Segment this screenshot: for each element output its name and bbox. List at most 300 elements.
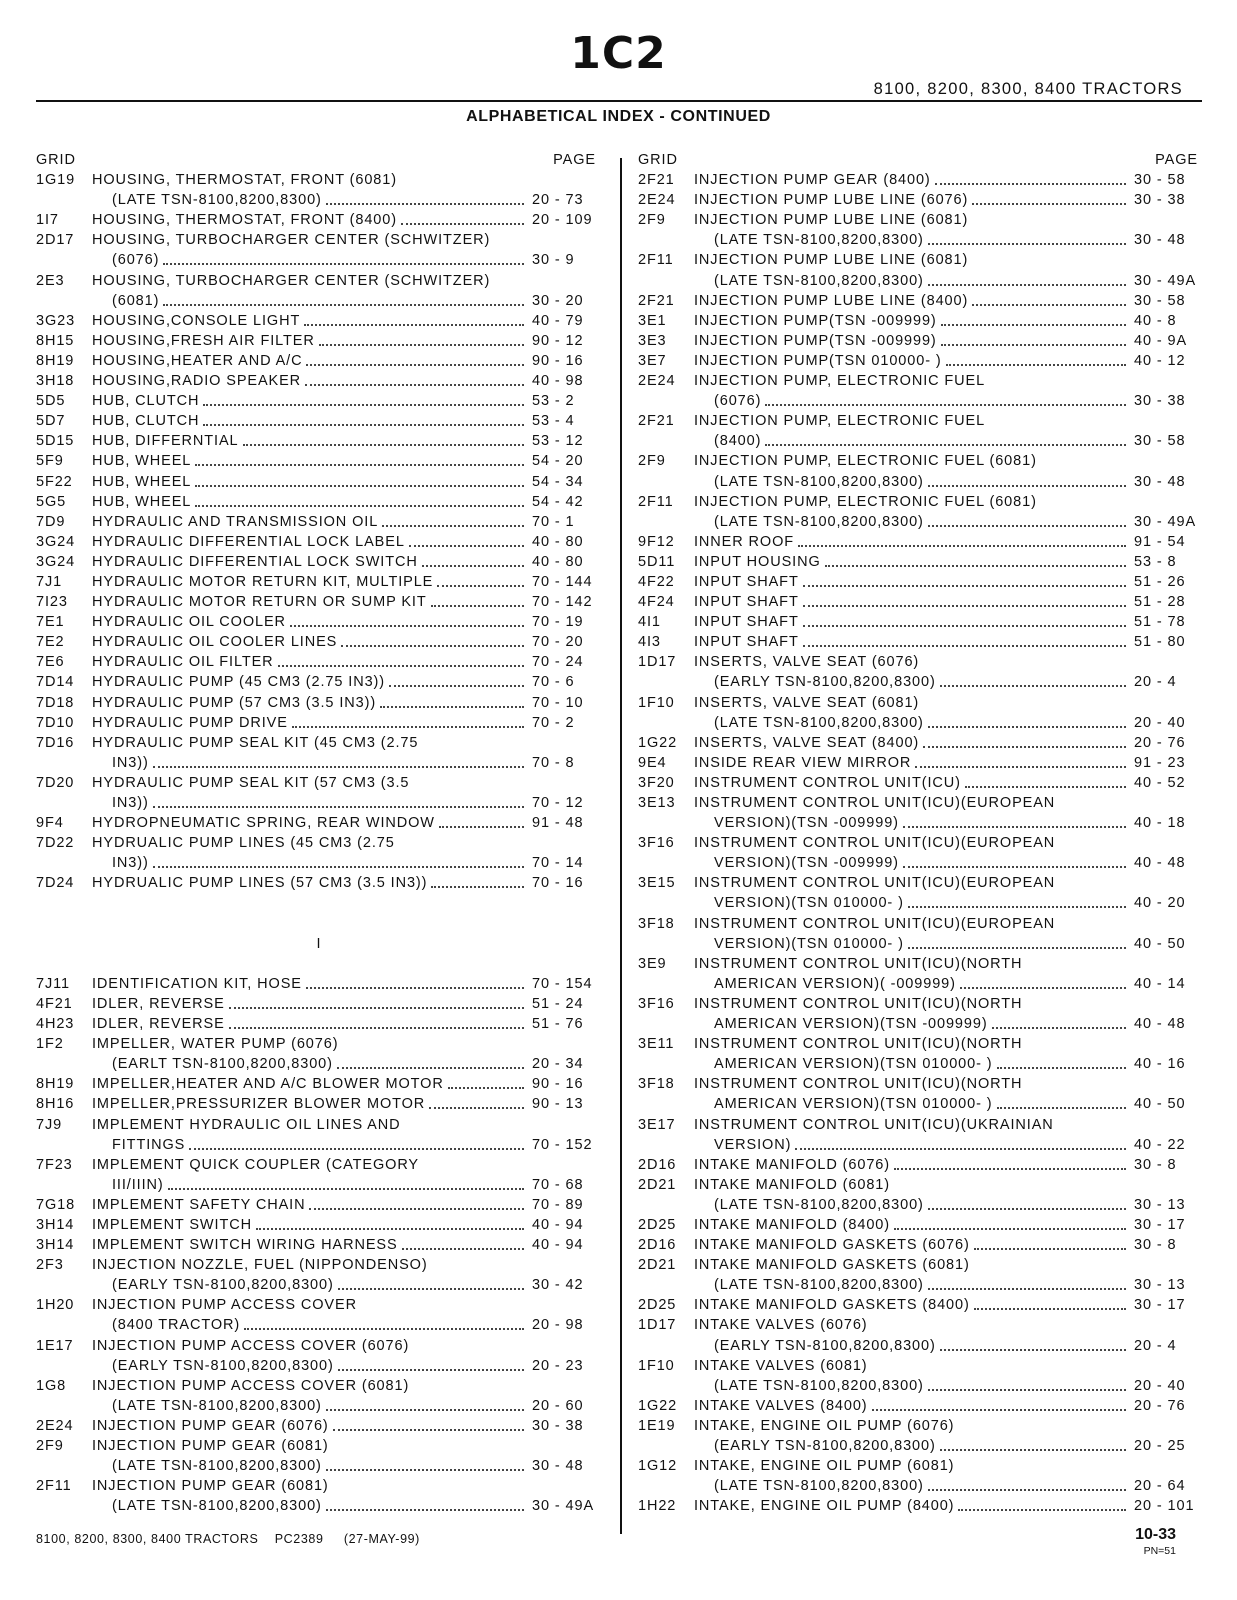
header-tractor-models: 8100, 8200, 8300, 8400 TRACTORS	[873, 80, 1183, 98]
entry-text: IN3))	[112, 855, 149, 872]
grid-ref: 1E17	[36, 1337, 74, 1354]
dot-leader	[928, 284, 1126, 286]
page-code: 1C2	[570, 28, 667, 79]
grid-ref: 2F11	[638, 252, 674, 269]
dot-leader	[402, 1248, 524, 1250]
dot-leader	[960, 987, 1126, 989]
index-entry	[638, 773, 1204, 793]
index-entry-continuation	[638, 1195, 1204, 1215]
grid-ref: 3E17	[638, 1116, 676, 1133]
index-entry	[638, 1255, 1204, 1275]
index-entry	[36, 994, 602, 1014]
index-entry	[36, 1476, 602, 1496]
entry-text: HYDRAULIC PUMP DRIVE	[92, 714, 288, 731]
page-ref: 40 - 16	[1134, 1056, 1186, 1073]
grid-ref: 3H14	[36, 1216, 75, 1233]
grid-ref: 1F2	[36, 1036, 64, 1053]
grid-ref: 3E7	[638, 352, 667, 369]
grid-ref: 7J9	[36, 1116, 63, 1133]
index-entry	[36, 693, 602, 713]
dot-leader	[940, 1449, 1126, 1451]
dot-leader	[243, 444, 524, 446]
grid-ref: 3G24	[36, 533, 76, 550]
page-ref: 40 - 50	[1134, 1096, 1186, 1113]
dot-leader	[163, 304, 524, 306]
index-entry	[36, 271, 602, 291]
grid-ref: 1D17	[638, 1317, 677, 1334]
grid-ref: 2F21	[638, 292, 675, 309]
grid-ref: 3F18	[638, 1076, 675, 1093]
index-entry	[638, 190, 1204, 210]
dot-leader	[326, 1409, 524, 1411]
entry-text: INTAKE, ENGINE OIL PUMP (6081)	[694, 1458, 955, 1475]
dot-leader	[972, 304, 1126, 306]
entry-text: (LATE TSN-8100,8200,8300)	[112, 1498, 322, 1515]
entry-text: INSTRUMENT CONTROL UNIT(ICU)(EUROPEAN	[694, 915, 1056, 932]
page-ref: 30 - 48	[1134, 473, 1186, 490]
page-ref: 90 - 12	[532, 332, 584, 349]
grid-ref: 3F20	[638, 774, 675, 791]
entry-text: (LATE TSN-8100,8200,8300)	[714, 473, 924, 490]
page-ref: 40 - 12	[1134, 352, 1186, 369]
grid-ref: 2F3	[36, 1257, 64, 1274]
index-entry-continuation	[36, 1496, 602, 1516]
grid-ref: 7D22	[36, 835, 75, 852]
page-ref: 30 - 9	[532, 252, 575, 269]
dot-leader	[928, 726, 1126, 728]
entry-text: INPUT SHAFT	[694, 634, 799, 651]
page-ref: 40 - 98	[532, 373, 584, 390]
grid-ref: 5D5	[36, 393, 66, 410]
index-entry-continuation	[36, 1275, 602, 1295]
page-ref: 30 - 13	[1134, 1277, 1186, 1294]
entry-text: (LATE TSN-8100,8200,8300)	[714, 232, 924, 249]
index-entry	[36, 773, 602, 793]
dot-leader	[765, 404, 1126, 406]
page-ref: 70 - 1	[532, 513, 575, 530]
dot-leader	[915, 766, 1126, 768]
entry-text: HYDRAULIC PUMP (45 CM3 (2.75 IN3))	[92, 674, 386, 691]
page-ref: 30 - 8	[1134, 1156, 1177, 1173]
index-entry	[36, 833, 602, 853]
dot-leader	[319, 344, 524, 346]
grid-ref: 3E15	[638, 875, 676, 892]
index-entry-continuation	[638, 472, 1204, 492]
dot-leader	[338, 1369, 524, 1371]
grid-ref: 1I7	[36, 212, 59, 229]
page-ref: 51 - 80	[1134, 634, 1186, 651]
entry-text: INTAKE VALVES (6076)	[694, 1317, 868, 1334]
dot-leader	[803, 585, 1126, 587]
grid-ref: 7E6	[36, 654, 65, 671]
page-ref: 51 - 26	[1134, 573, 1186, 590]
entry-text: INJECTION PUMP GEAR (6081)	[92, 1438, 329, 1454]
index-entry-continuation	[638, 713, 1204, 733]
page-ref: 20 - 98	[532, 1317, 584, 1334]
index-entry	[36, 1235, 602, 1255]
index-entry	[36, 1034, 602, 1054]
page-ref: 40 - 52	[1134, 774, 1186, 791]
index-entry	[638, 572, 1204, 592]
entry-text: INSTRUMENT CONTROL UNIT(ICU)(NORTH	[694, 995, 1023, 1012]
index-entry	[638, 1215, 1204, 1235]
dot-leader	[203, 424, 524, 426]
index-entry	[36, 351, 602, 371]
dot-leader	[229, 1027, 524, 1029]
entry-text: HYDRAULIC PUMP SEAL KIT (45 CM3 (2.75	[92, 734, 419, 751]
page-ref: 51 - 76	[532, 1016, 584, 1033]
entry-text: (EARLT TSN-8100,8200,8300)	[112, 1056, 333, 1073]
entry-text: INSTRUMENT CONTROL UNIT(ICU)(EUROPEAN	[694, 835, 1056, 852]
entry-text: INTAKE VALVES (6081)	[694, 1357, 868, 1374]
grid-ref: 7D14	[36, 674, 75, 691]
entry-text: INPUT SHAFT	[694, 614, 799, 631]
dot-leader	[189, 1148, 524, 1150]
page-ref: 70 - 6	[532, 674, 575, 691]
grid-ref: 3F18	[638, 915, 675, 932]
entry-text: INSTRUMENT CONTROL UNIT(ICU)(NORTH	[694, 1076, 1023, 1093]
grid-ref: 3F16	[638, 995, 675, 1012]
dot-leader	[431, 886, 524, 888]
page-ref: 70 - 89	[532, 1196, 584, 1213]
entry-text: INSTRUMENT CONTROL UNIT(ICU)(NORTH	[694, 955, 1023, 972]
page-ref: 30 - 38	[1134, 393, 1186, 410]
left-column	[36, 150, 602, 1516]
index-entry	[638, 612, 1204, 632]
entry-text: INTAKE MANIFOLD GASKETS (6076)	[694, 1237, 970, 1254]
index-entry	[638, 1034, 1204, 1054]
entry-text: IMPLEMENT HYDRAULIC OIL LINES AND	[92, 1116, 401, 1133]
grid-ref: 1E19	[638, 1417, 676, 1434]
page-ref: 20 - 76	[1134, 734, 1186, 751]
dot-leader	[941, 344, 1126, 346]
entry-text: (8400 TRACTOR)	[112, 1317, 241, 1334]
entry-text: HOUSING,FRESH AIR FILTER	[92, 332, 315, 349]
dot-leader	[448, 1087, 524, 1089]
index-entry	[36, 391, 602, 411]
entry-text: INJECTION PUMP GEAR (6076)	[92, 1417, 329, 1434]
page-ref: 70 - 142	[532, 594, 593, 611]
entry-text: INJECTION PUMP LUBE LINE (6076)	[694, 192, 969, 209]
page-ref: 20 - 76	[1134, 1397, 1186, 1414]
index-entry	[36, 1215, 602, 1235]
page-ref: 53 - 2	[532, 393, 575, 410]
entry-text: INTAKE MANIFOLD (6076)	[694, 1156, 890, 1173]
entry-text: INTAKE MANIFOLD (8400)	[694, 1216, 890, 1233]
footer-pn: PN=51	[1143, 1545, 1176, 1557]
grid-ref: 9F4	[36, 815, 64, 832]
index-entry	[36, 1094, 602, 1114]
grid-ref: 7G18	[36, 1196, 76, 1213]
grid-ref: 1H22	[638, 1498, 677, 1515]
dot-leader	[153, 766, 524, 768]
grid-ref: 1H20	[36, 1297, 75, 1314]
page-ref: 53 - 8	[1134, 553, 1177, 570]
index-entry-continuation	[638, 271, 1204, 291]
entry-text: INTAKE, ENGINE OIL PUMP (8400)	[694, 1498, 955, 1515]
page-ref: 40 - 8	[1134, 312, 1177, 329]
dot-leader	[278, 665, 524, 667]
dot-leader	[940, 685, 1126, 687]
entry-text: HYDRAULIC MOTOR RETURN KIT, MULTIPLE	[92, 573, 434, 590]
index-entry	[36, 331, 602, 351]
dot-leader	[256, 1228, 524, 1230]
entry-text: HOUSING,RADIO SPEAKER	[92, 373, 302, 390]
page-ref: 54 - 20	[532, 453, 584, 470]
dot-leader	[903, 826, 1126, 828]
index-entry	[36, 1014, 602, 1034]
entry-text: INTAKE VALVES (8400)	[694, 1397, 868, 1414]
index-entry	[638, 311, 1204, 331]
dot-leader	[974, 1308, 1126, 1310]
grid-ref: 1G22	[638, 1397, 678, 1414]
index-entry	[638, 1115, 1204, 1135]
dot-leader	[992, 1027, 1126, 1029]
index-entry	[36, 371, 602, 391]
page-ref: 70 - 14	[532, 855, 584, 872]
right-column	[638, 150, 1204, 1516]
index-entry	[638, 170, 1204, 190]
index-entry	[638, 250, 1204, 270]
entry-text: HOUSING, TURBOCHARGER CENTER (SCHWITZER)	[92, 272, 491, 289]
grid-ref: 3F16	[638, 835, 675, 852]
index-entry-continuation	[36, 250, 602, 270]
index-entry	[638, 793, 1204, 813]
index-entry-continuation	[36, 1135, 602, 1155]
grid-ref: 2F11	[36, 1478, 72, 1495]
page-ref: 70 - 12	[532, 795, 584, 811]
entry-text: AMERICAN VERSION)( -009999)	[714, 975, 956, 992]
index-entry	[36, 652, 602, 672]
dot-leader	[341, 645, 524, 647]
entry-text: HUB, WHEEL	[92, 453, 192, 470]
index-entry	[638, 351, 1204, 371]
dot-leader	[958, 1509, 1126, 1511]
dot-leader	[409, 545, 524, 547]
entry-text: VERSION)(TSN -009999)	[714, 815, 899, 832]
index-entry	[36, 1195, 602, 1215]
grid-ref: 1F10	[638, 694, 675, 711]
dot-leader	[928, 1489, 1126, 1491]
dot-leader	[872, 1409, 1126, 1411]
entry-text: AMERICAN VERSION)(TSN -009999)	[714, 1016, 988, 1033]
entry-text: HYDRAULIC DIFFERENTIAL LOCK SWITCH	[92, 553, 418, 570]
index-entry	[36, 1074, 602, 1094]
index-entry-continuation	[638, 934, 1204, 954]
page-ref: 40 - 94	[532, 1237, 584, 1254]
index-entry	[638, 492, 1204, 512]
entry-text: INJECTION NOZZLE, FUEL (NIPPONDENSO)	[92, 1257, 428, 1274]
dot-leader	[306, 364, 524, 366]
dot-leader	[292, 726, 524, 728]
entry-text: (6076)	[714, 393, 762, 410]
index-entry-continuation	[638, 1054, 1204, 1074]
index-entry-continuation	[638, 1336, 1204, 1356]
grid-ref: 5F22	[36, 473, 73, 490]
entry-text: INSTRUMENT CONTROL UNIT(ICU)(EUROPEAN	[694, 875, 1056, 892]
dot-leader	[153, 806, 524, 808]
dot-leader	[928, 485, 1126, 487]
grid-ref: 7E2	[36, 634, 65, 651]
entry-text: HUB, WHEEL	[92, 493, 192, 510]
dot-leader	[972, 203, 1126, 205]
entry-text: HOUSING,HEATER AND A/C	[92, 352, 303, 369]
dot-leader	[338, 1288, 524, 1290]
entry-text: INSTRUMENT CONTROL UNIT(ICU)	[694, 774, 961, 791]
page-ref: 40 - 79	[532, 312, 584, 329]
page-ref: 30 - 58	[1134, 172, 1186, 189]
index-entry-continuation	[638, 1436, 1204, 1456]
grid-ref: 5G5	[36, 493, 67, 510]
dot-leader	[401, 223, 524, 225]
page-ref: 20 - 60	[532, 1397, 584, 1414]
grid-ref: 3E1	[638, 312, 667, 329]
page-ref: 30 - 49A	[1134, 513, 1197, 530]
index-entry-continuation	[36, 291, 602, 311]
index-entry	[36, 210, 602, 230]
page-ref: 30 - 48	[1134, 232, 1186, 249]
entry-text: HOUSING, THERMOSTAT, FRONT (8400)	[92, 212, 397, 229]
index-entry	[638, 210, 1204, 230]
dot-leader	[382, 525, 524, 527]
entry-text: INTAKE MANIFOLD (6081)	[694, 1176, 890, 1193]
index-entry	[36, 311, 602, 331]
page-ref: 40 - 9A	[1134, 332, 1188, 349]
column-header	[36, 150, 602, 170]
grid-ref: 4F22	[638, 573, 675, 590]
entry-text: INJECTION PUMP(TSN 010000- )	[694, 352, 942, 369]
index-entry-continuation	[638, 853, 1204, 873]
dot-leader	[290, 625, 524, 627]
entry-text: INJECTION PUMP GEAR (8400)	[694, 172, 931, 189]
entry-text: VERSION)(TSN 010000- )	[714, 935, 904, 952]
entry-text: (LATE TSN-8100,8200,8300)	[714, 1377, 924, 1394]
right-index-list	[638, 170, 1204, 1516]
page-ref: 70 - 8	[532, 754, 575, 771]
index-entry	[36, 1416, 602, 1436]
entry-text: HYDRAULIC MOTOR RETURN OR SUMP KIT	[92, 594, 427, 611]
index-entry	[36, 592, 602, 612]
grid-ref: 4F24	[638, 594, 675, 611]
grid-ref: 2E24	[36, 1417, 74, 1434]
entry-text: HOUSING, THERMOSTAT, FRONT (6081)	[92, 172, 397, 189]
index-entry-continuation	[36, 753, 602, 773]
entry-text: INSIDE REAR VIEW MIRROR	[694, 754, 912, 771]
page-ref: 90 - 16	[532, 1076, 584, 1093]
dot-leader	[380, 706, 524, 708]
index-entry-continuation	[638, 1014, 1204, 1034]
dot-leader	[894, 1228, 1126, 1230]
index-entry	[36, 451, 602, 471]
index-entry	[36, 572, 602, 592]
section-letter: I	[316, 935, 322, 952]
entry-text: IMPLEMENT QUICK COUPLER (CATEGORY	[92, 1156, 419, 1173]
index-subtitle: ALPHABETICAL INDEX - CONTINUED	[466, 108, 771, 125]
page-ref: 30 - 48	[532, 1458, 584, 1475]
entry-text: INSERTS, VALVE SEAT (8400)	[694, 734, 920, 751]
page-ref: 20 - 109	[532, 212, 593, 229]
dot-leader	[429, 1107, 524, 1109]
page-ref: 20 - 34	[532, 1056, 584, 1073]
index-entry	[638, 693, 1204, 713]
entry-text: (EARLY TSN-8100,8200,8300)	[714, 1337, 936, 1354]
entry-text: HYDRAULIC DIFFERENTIAL LOCK LABEL	[92, 533, 405, 550]
entry-text: III/IIIN)	[112, 1176, 164, 1193]
index-entry-continuation	[638, 391, 1204, 411]
grid-ref: 2D21	[638, 1176, 677, 1193]
grid-ref: 7D9	[36, 513, 66, 530]
page-ref: 20 - 40	[1134, 714, 1186, 731]
entry-text: (6076)	[112, 252, 160, 269]
index-entry-continuation	[36, 1054, 602, 1074]
entry-text: (LATE TSN-8100,8200,8300)	[112, 192, 322, 209]
page-ref: 30 - 38	[532, 1417, 584, 1434]
index-entry	[36, 411, 602, 431]
entry-text: INPUT SHAFT	[694, 573, 799, 590]
entry-text: HUB, CLUTCH	[92, 413, 200, 430]
entry-text: IMPELLER, WATER PUMP (6076)	[92, 1036, 339, 1053]
index-entry-continuation	[638, 1135, 1204, 1155]
grid-ref: 4I3	[638, 634, 661, 651]
index-entry	[638, 833, 1204, 853]
page-ref: 20 - 64	[1134, 1478, 1186, 1495]
dot-leader	[974, 1248, 1126, 1250]
grid-ref: 2E3	[36, 272, 65, 289]
dot-leader	[941, 324, 1126, 326]
entry-text: INPUT HOUSING	[694, 553, 821, 570]
index-entry	[36, 532, 602, 552]
grid-ref: 1F10	[638, 1357, 675, 1374]
grid-ref: 3E9	[638, 955, 667, 972]
dot-leader	[803, 605, 1126, 607]
index-entry-continuation	[638, 230, 1204, 250]
entry-text: IDLER, REVERSE	[92, 995, 225, 1012]
page-ref: 91 - 54	[1134, 533, 1186, 550]
page-ref: 90 - 16	[532, 352, 584, 369]
entry-text: INJECTION PUMP ACCESS COVER	[92, 1297, 357, 1314]
entry-text: (EARLY TSN-8100,8200,8300)	[714, 674, 936, 691]
grid-ref: 3H18	[36, 373, 75, 390]
index-entry-continuation	[36, 1175, 602, 1195]
grid-ref: 1D17	[638, 654, 677, 671]
entry-text: HUB, WHEEL	[92, 473, 192, 490]
page-column-header: PAGE	[1155, 152, 1198, 168]
grid-ref: 3H14	[36, 1237, 75, 1254]
grid-ref: 8H15	[36, 332, 75, 349]
entry-text: HOUSING,CONSOLE LIGHT	[92, 312, 301, 329]
index-entry	[638, 733, 1204, 753]
index-entry-continuation	[638, 431, 1204, 451]
grid-ref: 2D25	[638, 1216, 677, 1233]
dot-leader	[437, 585, 524, 587]
grid-ref: 2E24	[638, 192, 676, 209]
grid-ref: 1G22	[638, 734, 678, 751]
grid-ref: 7D20	[36, 774, 75, 791]
dot-leader	[333, 1429, 524, 1431]
index-entry	[638, 1456, 1204, 1476]
dot-leader	[306, 987, 524, 989]
page-ref: 70 - 24	[532, 654, 584, 671]
dot-leader	[326, 203, 524, 205]
grid-ref: 2D25	[638, 1297, 677, 1314]
grid-ref: 7J11	[36, 975, 70, 992]
grid-ref: 3E13	[638, 795, 676, 811]
index-entry	[638, 1396, 1204, 1416]
entry-text: IMPELLER,HEATER AND A/C BLOWER MOTOR	[92, 1076, 444, 1093]
index-entry	[638, 914, 1204, 934]
grid-ref: 7F23	[36, 1156, 73, 1173]
grid-ref: 7J1	[36, 573, 63, 590]
